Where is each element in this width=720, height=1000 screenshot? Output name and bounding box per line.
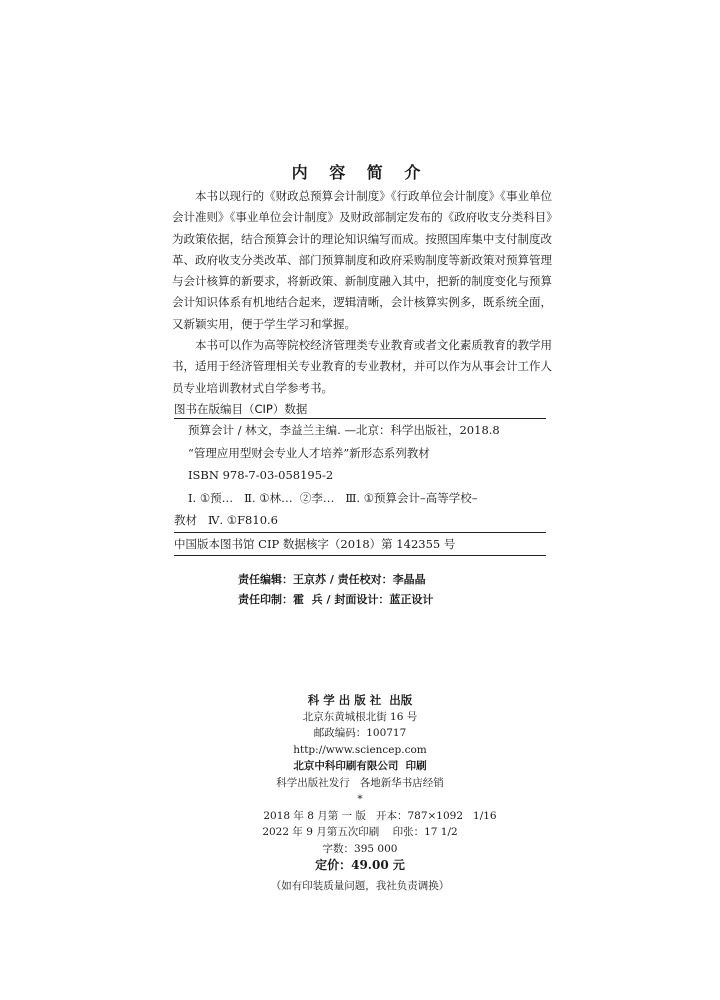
cip-line: 教材 Ⅳ. ①F810.6 — [174, 513, 278, 527]
summary-line: 本书以现行的《财政总预算会计制度》《行政单位会计制度》《事 — [195, 189, 518, 203]
word-count-line: 字数：395 000 — [322, 842, 398, 855]
summary-line: 的制度变化与预算会计知识体系有机地结合起来，逻辑清晰，会计核算实 — [172, 274, 552, 310]
summary-line: 学用书，适用于经济管理相关专业教育的专业教材，并可以作为从事会计 — [172, 338, 553, 374]
summary-line: 中支付制度改革、政府收支分类改革、部门预算制度和政府采购制度等新 — [172, 231, 552, 267]
publisher-line: 科 学 出 版 社 出版 — [307, 693, 413, 707]
staff-credits — [238, 570, 538, 610]
cip-isbn: ISBN 978-7-03-058195-2 — [188, 468, 334, 482]
cip-heading: 图书在版编目（CIP）数据 — [174, 402, 308, 416]
printing-line: 2022 年 9 月第五次印刷 印张：17 1/2 — [262, 826, 458, 838]
summary-line: 分类科目》为政策依据，结合预算会计的理论知识编写而成。按照国库集 — [172, 210, 552, 246]
edition-line: 2018 年 8 月第 一 版 开本：787×1092 1/16 — [263, 809, 497, 822]
address-line: 北京东黄城根北街 16 号 — [302, 710, 418, 723]
postcode-line: 邮政编码：100717 — [313, 727, 407, 739]
printer-line: 北京中科印刷有限公司 印刷 — [293, 760, 427, 772]
summary-line: 本书可以作为高等院校经济管理类专业教育或者文化素质教育的教 — [195, 338, 529, 353]
summary-line: 例多，既系统全面，又新颖实用，便于学生学习和掌握。 — [172, 295, 552, 331]
staff-line: 责任印制：霍 兵 / 封面设计：蓝正设计 — [238, 593, 434, 606]
publication-info — [0, 692, 720, 894]
cip-body — [174, 419, 546, 532]
distribution-line: 科学出版社发行 各地新华书店经销 — [276, 776, 444, 789]
cip-footer: 中国版本图书馆 CIP 数据核字（2018）第 142355 号 — [174, 536, 456, 551]
content-summary — [172, 186, 552, 399]
cip-footer-rule — [174, 555, 546, 556]
cip-line: “管理应用型财会专业人才培养”新形态系列教材 — [188, 445, 430, 460]
price-line: 定价：49.00 元 — [315, 858, 405, 872]
separator-star: * — [357, 793, 363, 805]
summary-line: 业单位会计准则》《事业单位会计制度》及财政部制定发布的《政府收支 — [172, 189, 553, 225]
cip-line: Ⅰ. ①预… Ⅱ. ①林… ②李… Ⅲ. ①预算会计–高等学校– — [188, 490, 478, 505]
note-line: （如有印装质量问题，我社负责调换） — [270, 879, 450, 892]
cip-block — [174, 400, 546, 556]
summary-line: 工作人员专业培训教材式自学参考书。 — [172, 359, 552, 395]
summary-line: 政策对预算管理与会计核算的新要求，将新政策、新制度融入其中，把新 — [172, 252, 552, 289]
summary-paragraph-2 — [172, 335, 552, 399]
staff-line: 责任编辑：王京苏 / 责任校对：李晶晶 — [238, 573, 426, 586]
summary-paragraph-1 — [172, 186, 552, 335]
website-line: http://www.sciencep.com — [293, 743, 427, 756]
cip-line: 预算会计 / 林文，李益兰主编. —北京：科学出版社，2018.8 — [188, 423, 500, 437]
summary-title: 内 容 简 介 — [291, 163, 429, 182]
